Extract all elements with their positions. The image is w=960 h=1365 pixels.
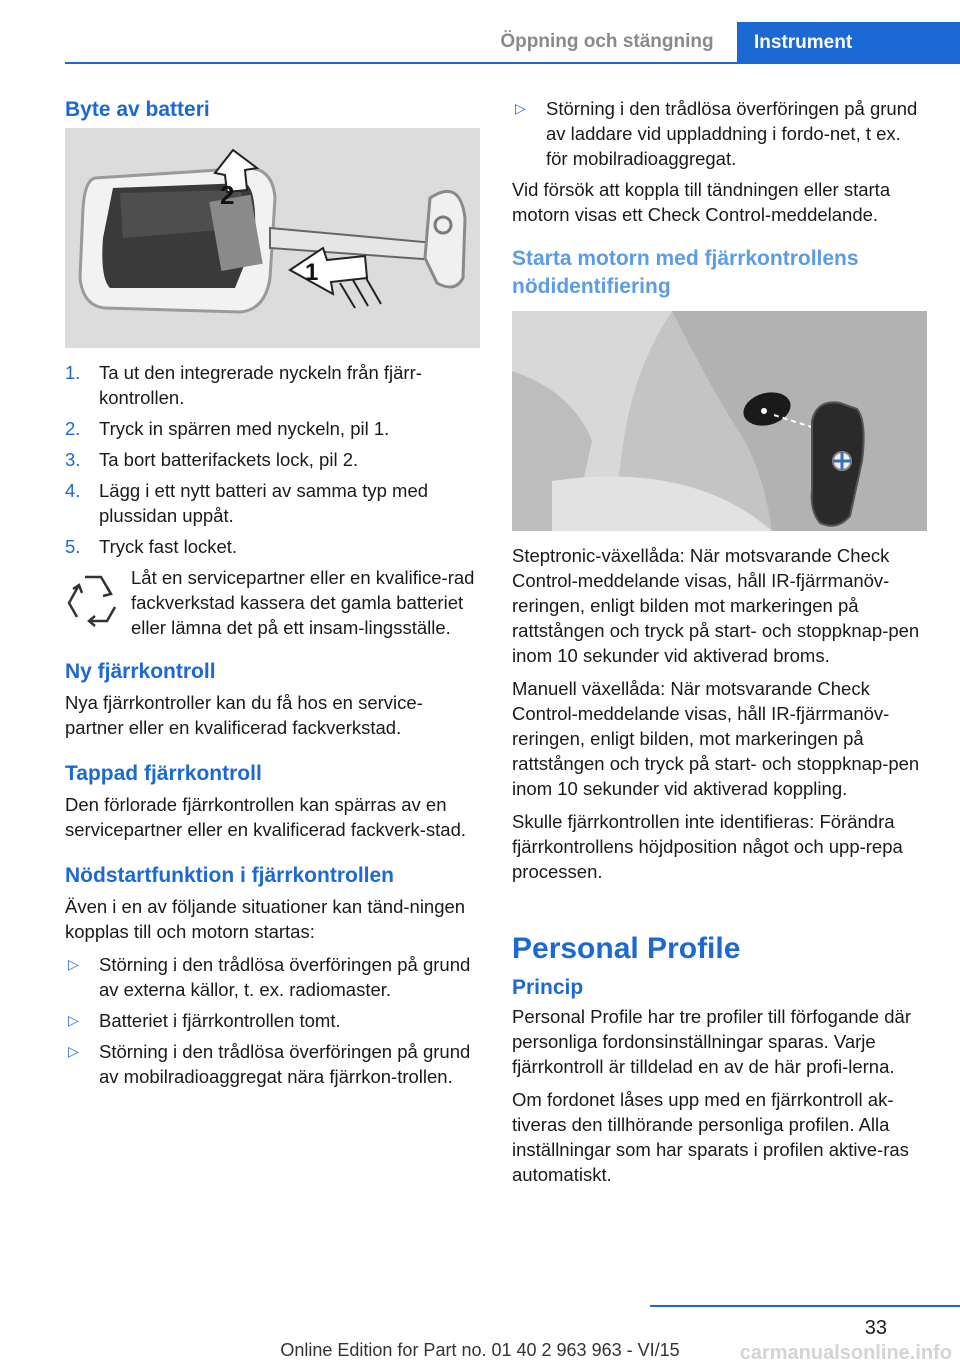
list-item	[65, 360, 480, 410]
profile-text-1: Personal Profile har tre profiler till förfogande där personliga fordonsinställningar sparas. Varje fjärrkontroll är tilldelad en av de här profi-lerna.	[512, 1006, 911, 1077]
list-item	[65, 952, 480, 1002]
emergency-text: Även i en av följande situationer kan tänd-ningen kopplas till och motorn startas:	[65, 896, 466, 942]
left-column	[65, 96, 480, 1095]
right-column	[512, 96, 927, 1195]
bullet-text: Störning i den trådlösa överföringen på grund av mobilradioaggregat nära fjärrkon-trollen.	[99, 1041, 471, 1087]
step-text: Ta bort batterifackets lock, pil 2.	[99, 449, 359, 470]
figure-label-2: 2	[220, 180, 235, 210]
step-number: 3.	[65, 449, 81, 470]
recycle-icon	[65, 569, 121, 629]
list-item	[65, 447, 480, 472]
list-item	[65, 534, 480, 559]
bullet-text: Batteriet i fjärrkontrollen tomt.	[99, 1010, 341, 1031]
step-number: 5.	[65, 536, 81, 557]
recycling-note-text: Låt en servicepartner eller en kvalifice-rad fackverkstad kassera det gamla batteriet eller lämna det på ett insam-lingsställe.	[131, 567, 475, 638]
bullet-text: Störning i den trådlösa överföringen på grund av laddare vid uppladdning i fordo-net, t ex. för mobilradioaggregat.	[546, 98, 918, 169]
recycling-note	[65, 565, 480, 640]
principle-heading: Princip	[512, 976, 584, 999]
step-number: 1.	[65, 362, 81, 383]
personal-profile-heading: Personal Profile	[512, 932, 741, 965]
profile-text-2: Om fordonet låses upp med en fjärrkontroll ak-tiveras den tillhörande personliga profilen. Alla inställningar som har sparats i profilen aktive-ras automatiskt.	[512, 1089, 909, 1185]
triangle-bullet-icon: ▷	[68, 1043, 79, 1059]
step-text: Tryck fast locket.	[99, 536, 238, 557]
watermark: carmanualsonline.info	[739, 1342, 952, 1364]
step-text: Ta ut den integrerade nyckeln från fjärr-kontrollen.	[99, 362, 422, 408]
footer-divider	[650, 1305, 960, 1307]
list-item	[65, 416, 480, 441]
header-divider	[65, 62, 960, 64]
battery-steps	[65, 360, 480, 559]
step-number: 2.	[65, 418, 81, 439]
check-control-text: Vid försök att koppla till tändningen eller starta motorn visas ett Check Control-meddelande.	[512, 179, 891, 225]
steering-column-figure	[512, 311, 927, 531]
edition-text: Online Edition for Part no. 01 40 2 963 963 - VI/15	[280, 1340, 680, 1360]
bullet-text: Störning i den trådlösa överföringen på grund av externa källor, t. ex. radiomaster.	[99, 954, 471, 1000]
battery-heading: Byte av batteri	[65, 98, 210, 121]
step-number: 4.	[65, 480, 81, 501]
interference-bullets	[512, 96, 927, 171]
figure-label-1: 1	[305, 259, 319, 286]
list-item	[65, 1039, 480, 1089]
steering-column-illustration	[512, 311, 927, 531]
list-item	[65, 478, 480, 528]
triangle-bullet-icon: ▷	[68, 1012, 79, 1028]
key-battery-figure	[65, 128, 480, 348]
header-section-title: Öppning och stängning	[500, 31, 714, 52]
emergency-start-heading: Starta motorn med fjärrkontrollens nödidentifiering	[512, 247, 859, 298]
lost-remote-heading: Tappad fjärrkontroll	[65, 762, 262, 785]
not-identified-text: Skulle fjärrkontrollen inte identifieras: Förändra fjärrkontrollens höjdposition något och upp-repa processen.	[512, 811, 903, 882]
list-item	[512, 96, 927, 171]
lost-remote-text: Den förlorade fjärrkontrollen kan spärras av en servicepartner eller en kvalificerad fackverk-stad.	[65, 794, 466, 840]
emergency-bullets	[65, 952, 480, 1089]
triangle-bullet-icon: ▷	[515, 100, 526, 116]
manual-gearbox-text: Manuell växellåda: När motsvarande Check Control-meddelande visas, håll IR-fjärrmanöv-reringen, enligt bilden, mot markeringen på rattstången och tryck på start- och stoppknap-pen inom 10 sekunder vid aktiverad koppling.	[512, 678, 920, 799]
new-remote-text: Nya fjärrkontroller kan du få hos en service-partner eller en kvalificerad fackverkstad.	[65, 692, 423, 738]
steptronic-text: Steptronic-växellåda: När motsvarande Check Control-meddelande visas, håll IR-fjärrmanöv-reringen, enligt bilden mot markeringen på rattstången och tryck på start- och stoppknap-pen inom 10 sekunder vid aktiverad broms.	[512, 545, 920, 666]
list-item	[65, 1008, 480, 1033]
step-text: Tryck in spärren med nyckeln, pil 1.	[99, 418, 390, 439]
triangle-bullet-icon: ▷	[68, 956, 79, 972]
header-active-tab[interactable]: Instrument	[737, 22, 960, 64]
emergency-heading: Nödstartfunktion i fjärrkontrollen	[65, 864, 395, 887]
step-text: Lägg i ett nytt batteri av samma typ med plussidan uppåt.	[99, 480, 429, 526]
key-battery-illustration	[65, 128, 480, 348]
page-number: 33	[864, 1317, 887, 1339]
new-remote-heading: Ny fjärrkontroll	[65, 660, 216, 683]
